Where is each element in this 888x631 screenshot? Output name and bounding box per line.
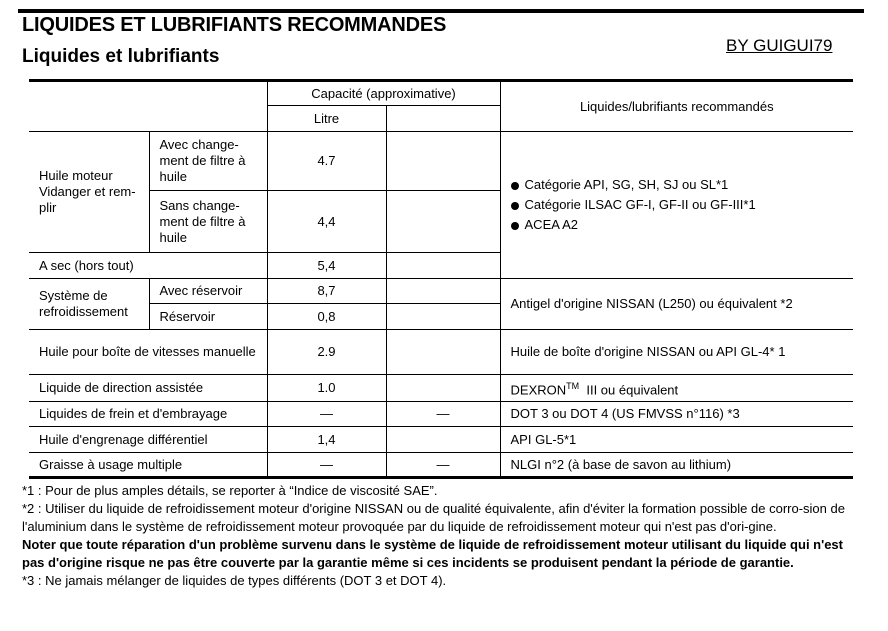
- bullet-icon: [511, 202, 519, 210]
- bullet-icon: [511, 182, 519, 190]
- with-tank-litre: 8,7: [267, 279, 386, 304]
- list-item: [511, 177, 854, 193]
- row-label: Huile d'engrenage différentiel: [29, 427, 267, 453]
- tank-litre: 0,8: [267, 304, 386, 330]
- footnote-1: *1 : Pour de plus amples détails, se reporter à “Indice de viscosité SAE”.: [22, 483, 438, 498]
- bullet-icon: [511, 222, 519, 230]
- without-filter-litre: 4,4: [267, 191, 386, 253]
- row-litre: —: [267, 402, 386, 427]
- footnote-3: *3 : Ne jamais mélanger de liquides de types différents (DOT 3 et DOT 4).: [22, 573, 447, 588]
- blank-cell: [386, 191, 500, 253]
- cooling-label: Système de refroidissement: [29, 279, 149, 330]
- header-empty: [29, 81, 267, 132]
- rec-text: Catégorie ILSAC GF-I, GF-II ou GF-III*1: [524, 197, 756, 212]
- row-litre: —: [267, 453, 386, 478]
- header-capacity: Capacité (approximative): [267, 81, 500, 106]
- engine-oil-label: Huile moteur Vidanger et rem-plir: [29, 132, 149, 253]
- trademark: TM: [566, 380, 580, 391]
- tank-label: Réservoir: [149, 304, 267, 330]
- rec-tail: III ou équivalent: [579, 382, 679, 398]
- row-label: Graisse à usage multiple: [29, 453, 267, 478]
- row-recommended: DOT 3 ou DOT 4 (US FMVSS n°116) *3: [500, 402, 853, 427]
- warning-note: Noter que toute réparation d'un problème survenu dans le système de liquide de refroidissement moteur utilisant du liquide qui n'est pas d'origine risque ne pas être couverte par la garantie même si ces incidents se produisent pendant la période de garantie.: [22, 537, 843, 570]
- rec-main: DEXRON: [510, 382, 567, 398]
- cooling-recommended: Antigel d'origine NISSAN (L250) ou équivalent *2: [500, 279, 853, 330]
- with-filter-litre: 4.7: [267, 132, 386, 191]
- blank-cell: [386, 132, 500, 191]
- page-subtitle: Liquides et lubrifiants: [22, 46, 220, 67]
- page-title: LIQUIDES ET LUBRIFIANTS RECOMMANDES: [22, 14, 447, 36]
- row-litre: 2.9: [267, 330, 386, 375]
- with-filter-label: Avec change-ment de filtre à huile: [149, 132, 267, 191]
- row-other: [386, 330, 500, 375]
- dry-label: A sec (hors tout): [29, 253, 267, 279]
- list-item: [511, 217, 854, 233]
- with-tank-label: Avec réservoir: [149, 279, 267, 304]
- without-filter-label: Sans change-ment de filtre à huile: [149, 191, 267, 253]
- header-recommended: Liquides/lubrifiants recommandés: [500, 81, 853, 132]
- row-label: Huile pour boîte de vitesses manuelle: [29, 330, 267, 375]
- row-other: [386, 375, 500, 402]
- fluids-table: [29, 79, 853, 479]
- blank-cell: [386, 304, 500, 330]
- table-row: [29, 375, 853, 402]
- rec-text: Catégorie API, SG, SH, SJ ou SL*1: [524, 177, 729, 192]
- table-row: [29, 453, 853, 478]
- blank-cell: [386, 279, 500, 304]
- row-other: [386, 427, 500, 453]
- row-recommended: API GL-5*1: [500, 427, 853, 453]
- engine-oil-recommended: [500, 132, 853, 279]
- row-litre: 1.0: [267, 375, 386, 402]
- list-item: [511, 197, 854, 213]
- footnotes: [22, 482, 862, 590]
- dry-litre: 5,4: [267, 253, 386, 279]
- row-other: —: [386, 402, 500, 427]
- table-row: [29, 330, 853, 375]
- table-row: [29, 427, 853, 453]
- row-label: Liquide de direction assistée: [29, 375, 267, 402]
- header-blank: [386, 106, 500, 132]
- table-row: [29, 402, 853, 427]
- row-litre: 1,4: [267, 427, 386, 453]
- author-credit: BY GUIGUI79: [726, 36, 833, 55]
- rec-text: ACEA A2: [524, 217, 578, 232]
- row-other: —: [386, 453, 500, 478]
- row-recommended: Huile de boîte d'origine NISSAN ou API GL-4* 1: [500, 330, 853, 375]
- blank-cell: [386, 253, 500, 279]
- row-label: Liquides de frein et d'embrayage: [29, 402, 267, 427]
- row-recommended: [500, 375, 853, 402]
- footnote-2: *2 : Utiliser du liquide de refroidissement moteur d'origine NISSAN ou de qualité équivalente, afin d'éviter la formation possible de corro-sion de l'aluminium dans le système de refroidissement moteur provoquée par du liquide de refroidissement moteur qui n'est pas d'ori-gine.: [22, 501, 845, 534]
- top-rule: [18, 9, 864, 13]
- header-litre: Litre: [267, 106, 386, 132]
- row-recommended: NLGI n°2 (à base de savon au lithium): [500, 453, 853, 478]
